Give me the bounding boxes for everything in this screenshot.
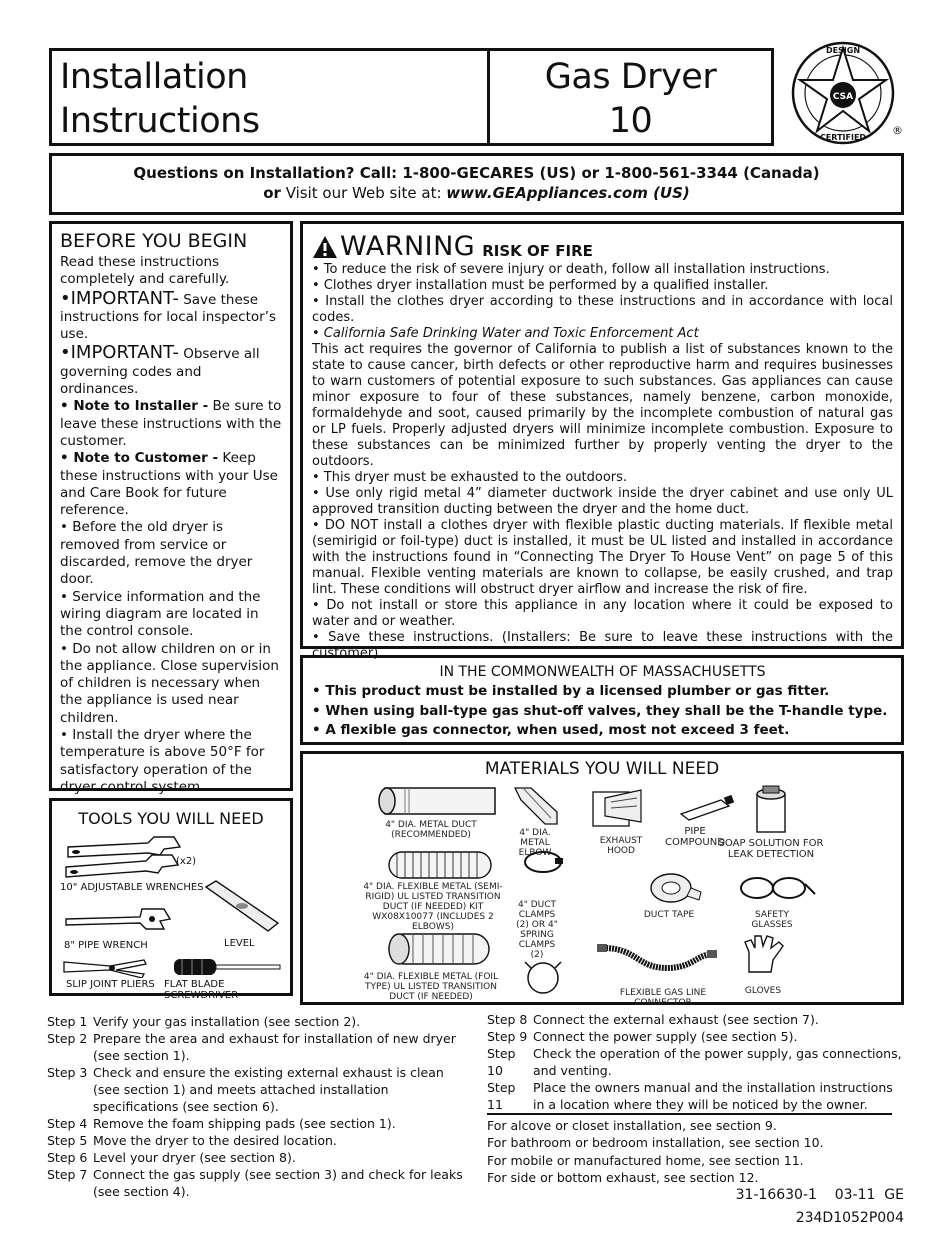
screwdriver-label: FLAT BLADE SCREWDRIVER xyxy=(164,979,239,1001)
warning-triangle-icon xyxy=(312,235,338,259)
elbow-label: 4" DIA. METAL ELBOW xyxy=(518,828,552,858)
massachusetts-item: • This product must be installed by a licensed plumber or gas fitter. xyxy=(312,683,830,699)
clamps-label: 4" DUCT CLAMPS (2) OR 4" SPRING CLAMPS (2) xyxy=(516,900,558,960)
list-item: Step 7 Connect the gas supply (see section 3) and check for leaks (see section 4). xyxy=(47,1167,463,1199)
list-item: Step 1 Verify your gas installation (see section 2). xyxy=(47,1014,361,1029)
wrench-quantity: (x2) xyxy=(176,856,197,867)
level-label: LEVEL xyxy=(224,938,255,949)
pipe-wrench-icon xyxy=(60,905,186,935)
list-item: Step 9 Connect the power supply (see section 5). xyxy=(487,1029,798,1044)
pipe-wrench-label: 8" PIPE WRENCH xyxy=(64,940,148,951)
exhaust-hood-icon xyxy=(587,786,647,830)
risk-of-fire: RISK OF FIRE xyxy=(482,242,593,260)
level-icon xyxy=(202,879,282,935)
gloves-label: GLOVES xyxy=(744,986,782,996)
list-item: Step 11 Place the owners manual and the installation instructions in a location where they will be noticed by the owner. xyxy=(487,1080,893,1112)
references xyxy=(487,1117,897,1187)
exhaust-hood-label: EXHAUST HOOD xyxy=(599,836,643,856)
foil-duct-icon xyxy=(383,930,495,968)
seal-bottom-text: CERTIFIED xyxy=(819,133,867,142)
pipe-compound-icon xyxy=(677,792,737,822)
warning-bullet: • Save these instructions. (Installers: Be sure to leave these instructions with the customer). xyxy=(312,630,893,661)
tools-box xyxy=(49,798,293,1001)
duct-tape-label: DUCT TAPE xyxy=(643,910,695,920)
list-item: Step 8 Connect the external exhaust (see section 7). xyxy=(487,1012,819,1027)
warning-bullet: • Use only rigid metal 4” diameter ductwork inside the dryer cabinet and use only UL approved transition ducting between the dryer and the home duct. xyxy=(312,486,893,517)
safety-glasses-label: SAFETY GLASSES xyxy=(751,910,793,930)
materials-heading: MATERIALS YOU WILL NEED xyxy=(484,759,720,779)
materials-box xyxy=(300,751,904,1008)
product-number: 10 xyxy=(608,101,653,141)
warning-body xyxy=(312,262,893,662)
list-item: Step 3 Check and ensure the existing external exhaust is clean (see section 1) and meets attached installation specifications (see section 6). xyxy=(47,1065,444,1114)
soap-solution-label: SOAP SOLUTION FOR LEAK DETECTION xyxy=(718,838,824,860)
safety-glasses-icon xyxy=(737,872,817,902)
massachusetts-item: • When using ball-type gas shut-off valves, they shall be the T-handle type. xyxy=(312,702,888,719)
massachusetts-item: • A flexible gas connector, when used, most not exceed 3 feet. xyxy=(312,722,790,738)
gas-connector-icon xyxy=(597,940,717,974)
warning-bullet: • DO NOT install a clothes dryer with flexible plastic ducting materials. If flexible metal (semirigid or foil-type) duct is installed, it must be UL listed and installed in accordance with the instructions found in “Connecting The Dryer To House Vent” on page 5 of this manual. Flexible venting materials are known to collapse, be easily crushed, and trap lint. These conditions will obstruct dryer airflow and increase the risk of fire. xyxy=(312,518,893,597)
warning-bullet: • Install the clothes dryer according to these instructions and in accordance with local codes. xyxy=(312,294,893,325)
pliers-label: SLIP JOINT PLIERS xyxy=(66,979,155,990)
massachusetts-heading: IN THE COMMONWEALTH OF MASSACHUSETTS xyxy=(439,664,766,680)
title-box xyxy=(49,48,490,146)
warning-box xyxy=(300,221,904,661)
list-item: Step 4 Remove the foam shipping pads (see section 1). xyxy=(47,1116,396,1131)
duct-clamp-icon xyxy=(521,848,565,876)
warning-bullet: • Do not install or store this appliance in any location where it could be exposed to water and or weather. xyxy=(312,598,893,629)
pipe-compound-label: PIPE COMPOUND xyxy=(665,826,725,848)
reference-line: For alcove or closet installation, see section 9. xyxy=(487,1118,777,1133)
semirigid-duct-label: 4" DIA. FLEXIBLE METAL (SEMI-RIGID) UL LISTED TRANSITION DUCT (IF NEEDED) KIT WX08X10077 (INCLUDES 2 ELBOWS) xyxy=(363,882,503,932)
semirigid-duct-icon xyxy=(383,849,495,881)
prop65-paragraph: This act requires the governor of California to publish a list of substances known to the state to cause cancer, birth defects or other reproductive harm and requires businesses to warn customers of potential exposure to such substances. Gas appliances can cause minor exposure to four of these substances, namely benzene, carbon monoxide, formaldehyde and soot, caused primarily by the incomplete combustion of natural gas or LP fuels. Properly adjusted dryers will minimize incomplete combustion. Exposure to these substances can be minimized further by properly venting the dryer to the outdoors. xyxy=(312,342,893,469)
elbow-icon xyxy=(511,784,561,826)
duct-tape-icon xyxy=(647,866,703,906)
note-to-customer: • Note to Customer - Keep these instructions with your Use and Care Book for future reference. xyxy=(60,450,278,519)
warning-bullet: • California Safe Drinking Water and Toxic Enforcement Act xyxy=(312,326,699,341)
registered-mark: ® xyxy=(892,124,903,137)
reference-line: For side or bottom exhaust, see section 12. xyxy=(487,1170,759,1186)
note-to-installer: • Note to Installer - Be sure to leave these instructions with the customer. xyxy=(60,398,282,449)
csa-design-certified-seal xyxy=(788,38,903,148)
list-item: Step 5 Move the dryer to the desired location. xyxy=(47,1133,337,1148)
before-bullet: • Install the dryer where the temperature is above 50°F for satisfactory operation of the dryer control system. xyxy=(60,727,265,795)
massachusetts-box xyxy=(300,655,904,745)
divider xyxy=(487,1113,892,1115)
seal-top-text: DESIGN xyxy=(825,46,861,55)
screwdriver-icon xyxy=(170,955,286,979)
reference-line: For bathroom or bedroom installation, see section 10. xyxy=(487,1135,824,1151)
foil-duct-label: 4" DIA. FLEXIBLE METAL (FOIL TYPE) UL LISTED TRANSITION DUCT (IF NEEDED) xyxy=(363,972,499,1002)
rigid-duct-label: 4" DIA. METAL DUCT (RECOMMENDED) xyxy=(385,820,477,840)
before-heading: BEFORE YOU BEGIN xyxy=(60,230,248,252)
website-link[interactable]: www.GEAppliances.com (US) xyxy=(446,184,690,202)
steps-right xyxy=(487,1011,905,1113)
page-title-line1: Installation xyxy=(60,57,248,97)
before-bullet: • Service information and the wiring diagram are located in the control console. xyxy=(60,588,261,640)
adjustable-wrench-label: 10" ADJUSTABLE WRENCHES xyxy=(60,882,204,893)
contact-box xyxy=(49,153,904,215)
list-item: Step 2 Prepare the area and exhaust for installation of new dryer (see section 1). xyxy=(47,1031,456,1063)
phone-line: Questions on Installation? Call: 1-800-GECARES (US) or 1-800-561-3344 (Canada) xyxy=(133,164,820,182)
warning-word: WARNING xyxy=(340,231,476,262)
product-box xyxy=(487,48,774,146)
important-1: •IMPORTANT- Save these instructions for local inspector’s use. xyxy=(60,287,277,343)
product-name: Gas Dryer xyxy=(544,57,717,97)
adjustable-wrench-icon xyxy=(60,833,190,879)
warning-bullet: • This dryer must be exhausted to the outdoors. xyxy=(312,470,628,485)
warning-title xyxy=(312,230,893,262)
warning-bullet: • To reduce the risk of severe injury or death, follow all installation instructions. xyxy=(312,262,830,277)
list-item: Step 6 Level your dryer (see section 8). xyxy=(47,1150,296,1165)
before-bullet: • Do not allow children on or in the appliance. Close supervision of children is necessary when the appliance is used near children. xyxy=(60,640,279,726)
list-item: Step 10 Check the operation of the power supply, gas connections, and venting. xyxy=(487,1046,902,1078)
spring-clamp-icon xyxy=(523,958,563,998)
warning-bullet: • Clothes dryer installation must be performed by a qualified installer. xyxy=(312,278,769,293)
soap-solution-icon xyxy=(751,784,791,834)
reference-line: For mobile or manufactured home, see section 11. xyxy=(487,1152,804,1168)
before-intro: Read these instructions completely and carefully. xyxy=(60,254,230,288)
gloves-icon xyxy=(741,932,791,978)
visit-text: Visit our Web site at: xyxy=(285,184,442,202)
website-line xyxy=(52,183,901,203)
or-word: or xyxy=(263,184,281,202)
important-2: •IMPORTANT- Observe all governing codes and ordinances. xyxy=(60,342,260,398)
rigid-duct-icon xyxy=(375,784,501,818)
seal-letters: CSA xyxy=(832,92,854,102)
tools-heading: TOOLS YOU WILL NEED xyxy=(78,809,264,828)
page-title-line2: Instructions xyxy=(60,101,260,141)
part-number: 31-16630-1 03-11 GE xyxy=(735,1187,904,1203)
before-you-begin-box xyxy=(49,221,293,795)
document-number: 234D1052P004 xyxy=(795,1210,904,1226)
gas-connector-label: FLEXIBLE GAS LINE CONNECTOR xyxy=(619,988,707,1008)
pliers-icon xyxy=(60,956,150,978)
steps-left xyxy=(47,1013,467,1200)
before-bullet: • Before the old dryer is removed from service or discarded, remove the dryer door. xyxy=(60,519,253,588)
